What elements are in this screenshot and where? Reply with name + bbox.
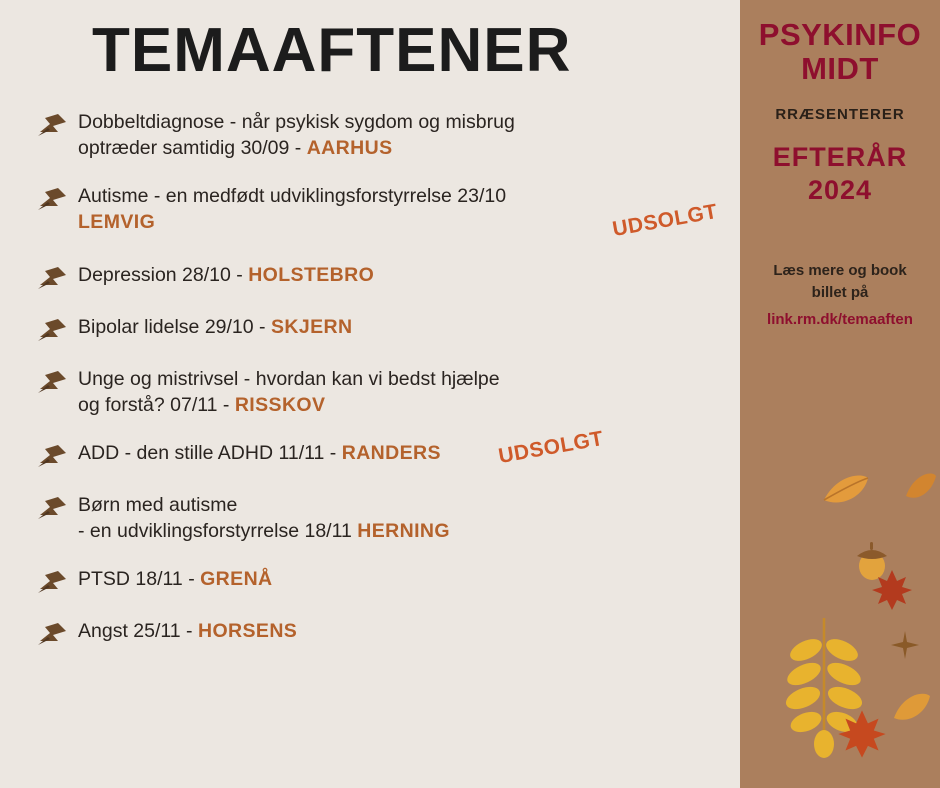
- event-city: AARHUS: [306, 137, 393, 160]
- pushpin-icon: [36, 568, 70, 596]
- pushpin-icon: [36, 185, 70, 213]
- pushpin-icon: [36, 494, 70, 522]
- event-city: RISSKOV: [234, 393, 326, 416]
- booking-line-1: Læs mere og book: [773, 261, 907, 279]
- event-title-line1: Autisme - en medfødt udviklingsforstyrrelse 23/10: [78, 185, 507, 208]
- event-text: [78, 566, 273, 592]
- maple-leaf-icon: [836, 708, 888, 765]
- event-text: [78, 618, 297, 644]
- list-item: [28, 262, 740, 292]
- event-city: LEMVIG: [78, 211, 156, 234]
- event-title-line1: PTSD 18/11 -: [78, 568, 201, 591]
- page-title: TEMAAFTENER: [92, 16, 572, 85]
- event-title-line1: Dobbeltdiagnose - når psykisk sygdom og misbrug: [78, 111, 515, 134]
- maple-leaf-icon: [870, 568, 914, 617]
- pushpin-icon: [36, 264, 70, 292]
- event-title-line1: Unge og mistrivsel - hvordan kan vi bedst hjælpe: [78, 367, 500, 390]
- event-title-line1: Børn med autisme: [78, 493, 238, 516]
- event-text: [78, 262, 374, 288]
- pushpin-icon: [36, 316, 70, 344]
- season-label: [750, 141, 930, 206]
- event-text: [78, 314, 352, 340]
- brand-line-2: MIDT: [801, 51, 879, 87]
- sold-out-badge: UDSOLGT: [496, 426, 606, 468]
- list-item: [28, 314, 740, 344]
- list-item: [28, 566, 740, 596]
- pushpin-icon: [36, 111, 70, 139]
- list-item: [28, 426, 740, 470]
- sidebar: [740, 0, 940, 788]
- booking-instructions: [750, 260, 930, 304]
- event-title-line2: - en udviklingsforstyrrelse 18/11: [78, 519, 358, 542]
- pushpin-icon: [36, 368, 70, 396]
- season-line-1: EFTERÅR: [772, 142, 908, 173]
- event-title-line1: Angst 25/11 -: [78, 620, 198, 643]
- list-item: [28, 109, 740, 161]
- sold-out-badge: UDSOLGT: [610, 200, 720, 242]
- event-city: SKJERN: [270, 315, 353, 338]
- leaf-icon: [892, 690, 932, 731]
- leaf-icon: [904, 470, 938, 507]
- event-text: [78, 366, 500, 418]
- star-leaf-icon: [890, 630, 920, 665]
- pushpin-icon: [36, 442, 70, 470]
- pushpin-icon: [36, 620, 70, 648]
- list-item: [28, 618, 740, 648]
- event-title-line1: Depression 28/10 -: [78, 263, 249, 286]
- presents-label: RRÆSENTERER: [775, 106, 905, 124]
- list-item: [28, 183, 740, 242]
- list-item: [28, 366, 740, 418]
- leaf-icon: [822, 470, 870, 515]
- list-item: [28, 492, 740, 544]
- event-title-line2: optræder samtidig 30/09 -: [78, 137, 307, 160]
- event-city: HORSENS: [197, 620, 298, 643]
- sidebar-content: [740, 0, 940, 328]
- event-title-line2: og forstå? 07/11 -: [78, 393, 235, 416]
- booking-link[interactable]: link.rm.dk/temaaften: [767, 311, 913, 329]
- event-title-line1: ADD - den stille ADHD 11/11 -: [78, 441, 342, 464]
- brand-line-1: PSYKINFO: [758, 17, 922, 52]
- event-text: [78, 440, 441, 466]
- event-city: HERNING: [357, 519, 450, 542]
- event-text: [78, 109, 515, 161]
- event-city: GRENÅ: [200, 568, 273, 591]
- season-line-2: 2024: [807, 174, 873, 205]
- brand-name: [750, 18, 930, 86]
- event-city: RANDERS: [341, 441, 441, 464]
- event-text: [78, 183, 506, 235]
- event-text: [78, 492, 450, 544]
- event-list: [0, 109, 740, 648]
- event-city: HOLSTEBRO: [248, 263, 375, 286]
- event-title-line1: Bipolar lidelse 29/10 -: [78, 315, 271, 338]
- booking-line-2: billet på: [811, 283, 869, 301]
